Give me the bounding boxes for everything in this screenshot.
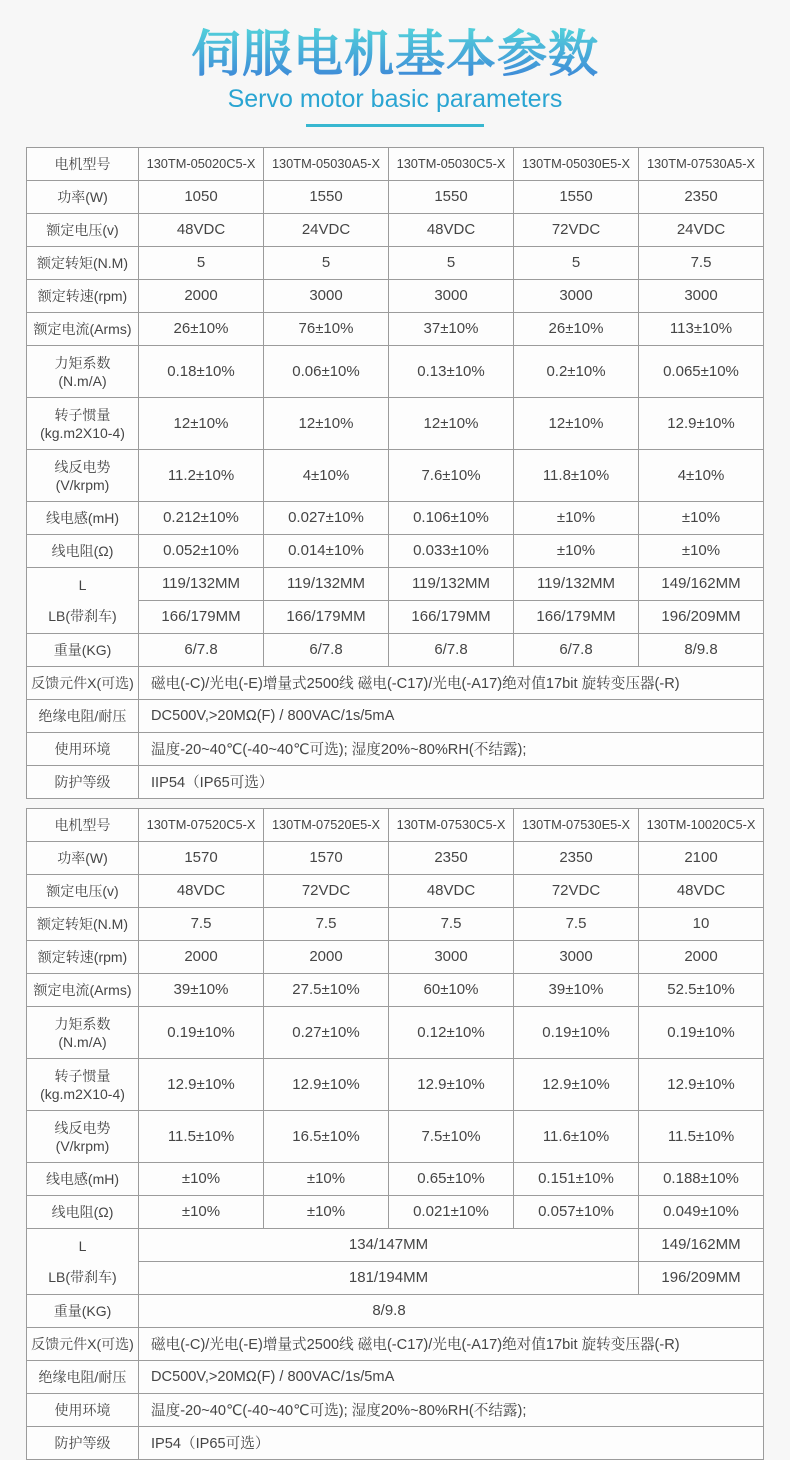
cell-value: 6/7.8 <box>514 633 639 666</box>
cell-value: 2000 <box>639 940 764 973</box>
cell-value: 2000 <box>139 279 264 312</box>
row-label <box>27 1058 139 1110</box>
cell-value: 6/7.8 <box>264 633 389 666</box>
cell-value: 磁电(-C)/光电(-E)增量式2500线 磁电(-C17)/光电(-A17)绝对值17bit 旋转变压器(-R) <box>139 1327 764 1360</box>
cell-value: 72VDC <box>514 213 639 246</box>
row-label <box>27 1006 139 1058</box>
cell-value: 27.5±10% <box>264 973 389 1006</box>
cell-value: 0.188±10% <box>639 1162 764 1195</box>
cell-value: 39±10% <box>139 973 264 1006</box>
model-name: 130TM-05030C5-X <box>389 147 514 180</box>
cell-value: 12±10% <box>264 397 389 449</box>
cell-value: 4±10% <box>264 449 389 501</box>
cell-value: IP54（IP65可选） <box>139 1426 764 1459</box>
cell-value: 0.065±10% <box>639 345 764 397</box>
cell-value: 12.9±10% <box>139 1058 264 1110</box>
cell-value: 3000 <box>264 279 389 312</box>
cell-value: 2100 <box>639 841 764 874</box>
row-label-l: L <box>78 576 87 593</box>
row-label-line2: (kg.m2X10-4) <box>40 1086 125 1102</box>
cell-value: 2350 <box>389 841 514 874</box>
model-name: 130TM-07530A5-X <box>639 147 764 180</box>
cell-value: 72VDC <box>514 874 639 907</box>
cell-value: 0.19±10% <box>514 1006 639 1058</box>
cell-value: 5 <box>389 246 514 279</box>
row-label <box>27 397 139 449</box>
spec-table-1 <box>26 147 764 799</box>
cell-value: 0.19±10% <box>639 1006 764 1058</box>
cell-value: 0.151±10% <box>514 1162 639 1195</box>
row-label <box>27 1110 139 1162</box>
cell-value: 12.9±10% <box>389 1058 514 1110</box>
cell-value: 37±10% <box>389 312 514 345</box>
model-name: 130TM-07520C5-X <box>139 808 264 841</box>
cell-value: 119/132MM <box>389 567 514 600</box>
cell-value: ±10% <box>639 501 764 534</box>
cell-value: 0.2±10% <box>514 345 639 397</box>
cell-value: 12±10% <box>389 397 514 449</box>
cell-value: IIP54（IP65可选） <box>139 765 764 798</box>
title-underline <box>306 124 484 127</box>
cell-value: 6/7.8 <box>389 633 514 666</box>
row-label: 线电感(mH) <box>27 501 139 534</box>
row-label-lb: LB(带刹车) <box>48 1268 117 1285</box>
cell-value: 12.9±10% <box>639 397 764 449</box>
cell-value: 0.12±10% <box>389 1006 514 1058</box>
row-label-line2: (kg.m2X10-4) <box>40 425 125 441</box>
cell-value: 温度-20~40℃(-40~40℃可选); 湿度20%~80%RH(不结露); <box>139 732 764 765</box>
cell-value: 3000 <box>639 279 764 312</box>
row-label: 电机型号 <box>27 147 139 180</box>
row-label: 使用环境 <box>27 732 139 765</box>
cell-value: 166/179MM <box>264 600 389 633</box>
cell-value: 5 <box>514 246 639 279</box>
cell-value: 0.212±10% <box>139 501 264 534</box>
row-label: 重量(KG) <box>27 633 139 666</box>
cell-value: 48VDC <box>389 213 514 246</box>
row-label-line1: 线反电势 <box>54 1120 111 1136</box>
model-name: 130TM-10020C5-X <box>639 808 764 841</box>
cell-value: 48VDC <box>139 874 264 907</box>
cell-value: 2000 <box>139 940 264 973</box>
cell-value: 12.9±10% <box>514 1058 639 1110</box>
row-label-line2: (N.m/A) <box>58 373 107 389</box>
cell-value: 166/179MM <box>139 600 264 633</box>
cell-value: 48VDC <box>639 874 764 907</box>
cell-value: DC500V,>20MΩ(F) / 800VAC/1s/5mA <box>139 699 764 732</box>
row-label: 额定电流(Arms) <box>27 312 139 345</box>
cell-value: 0.06±10% <box>264 345 389 397</box>
row-label-line1: 力矩系数 <box>54 355 111 371</box>
cell-value: 3000 <box>389 279 514 312</box>
spec-table-2 <box>26 808 764 1460</box>
model-name: 130TM-07530E5-X <box>514 808 639 841</box>
cell-value: 0.057±10% <box>514 1195 639 1228</box>
cell-value: 4±10% <box>639 449 764 501</box>
cell-value: 0.19±10% <box>139 1006 264 1058</box>
cell-value: 0.18±10% <box>139 345 264 397</box>
cell-value: 0.052±10% <box>139 534 264 567</box>
cell-value: ±10% <box>639 534 764 567</box>
row-label-line2: (V/krpm) <box>55 477 110 493</box>
cell-value: 7.5 <box>514 907 639 940</box>
cell-value: 11.6±10% <box>514 1110 639 1162</box>
page-title-cn: 伺服电机基本参数 <box>191 26 599 82</box>
cell-value: 磁电(-C)/光电(-E)增量式2500线 磁电(-C17)/光电(-A17)绝对值17bit 旋转变压器(-R) <box>139 666 764 699</box>
row-label: 绝缘电阻/耐压 <box>27 699 139 732</box>
row-label-l-lb <box>27 1228 139 1294</box>
cell-value: 12±10% <box>139 397 264 449</box>
cell-value: 温度-20~40℃(-40~40℃可选); 湿度20%~80%RH(不结露); <box>139 1393 764 1426</box>
row-label: 绝缘电阻/耐压 <box>27 1360 139 1393</box>
cell-value: 1550 <box>389 180 514 213</box>
cell-value: 12±10% <box>514 397 639 449</box>
row-label: 使用环境 <box>27 1393 139 1426</box>
row-label-line1: 力矩系数 <box>54 1016 111 1032</box>
cell-value: ±10% <box>514 501 639 534</box>
cell-value: 119/132MM <box>264 567 389 600</box>
model-name: 130TM-05030A5-X <box>264 147 389 180</box>
row-label: 线电阻(Ω) <box>27 1195 139 1228</box>
cell-value: 0.014±10% <box>264 534 389 567</box>
cell-value: 26±10% <box>139 312 264 345</box>
cell-value: 76±10% <box>264 312 389 345</box>
cell-value: 196/209MM <box>639 1261 764 1294</box>
cell-value: 149/162MM <box>639 1228 764 1261</box>
cell-value: 166/179MM <box>389 600 514 633</box>
row-label: 防护等级 <box>27 765 139 798</box>
cell-value: 7.6±10% <box>389 449 514 501</box>
row-label: 线电感(mH) <box>27 1162 139 1195</box>
row-label: 功率(W) <box>27 180 139 213</box>
cell-value: 11.5±10% <box>139 1110 264 1162</box>
page-title-en: Servo motor basic parameters <box>227 84 563 113</box>
cell-value: ±10% <box>139 1195 264 1228</box>
cell-value: 0.65±10% <box>389 1162 514 1195</box>
row-label: 额定电流(Arms) <box>27 973 139 1006</box>
cell-value: 196/209MM <box>639 600 764 633</box>
cell-value: ±10% <box>264 1162 389 1195</box>
row-label: 重量(KG) <box>27 1294 139 1327</box>
cell-value: 3000 <box>514 940 639 973</box>
cell-value: 0.027±10% <box>264 501 389 534</box>
cell-value: 181/194MM <box>139 1261 639 1294</box>
cell-value: 0.021±10% <box>389 1195 514 1228</box>
row-label-l-lb <box>27 567 139 633</box>
cell-value: 48VDC <box>389 874 514 907</box>
cell-value: 24VDC <box>639 213 764 246</box>
cell-value: 119/132MM <box>514 567 639 600</box>
row-label: 电机型号 <box>27 808 139 841</box>
cell-value: 2000 <box>264 940 389 973</box>
cell-value: 149/162MM <box>639 567 764 600</box>
row-label-line2: (N.m/A) <box>58 1034 107 1050</box>
cell-value: 52.5±10% <box>639 973 764 1006</box>
cell-value: 1570 <box>264 841 389 874</box>
model-name: 130TM-05020C5-X <box>139 147 264 180</box>
cell-value: 72VDC <box>264 874 389 907</box>
row-label: 线电阻(Ω) <box>27 534 139 567</box>
model-name: 130TM-07530C5-X <box>389 808 514 841</box>
row-label-line1: 线反电势 <box>54 459 111 475</box>
row-label: 额定转速(rpm) <box>27 940 139 973</box>
cell-value: 26±10% <box>514 312 639 345</box>
cell-value: ±10% <box>514 534 639 567</box>
page-header <box>0 0 790 127</box>
cell-value: ±10% <box>139 1162 264 1195</box>
cell-value: 16.5±10% <box>264 1110 389 1162</box>
cell-value: 166/179MM <box>514 600 639 633</box>
row-label: 反馈元件X(可选) <box>27 1327 139 1360</box>
row-label-lb: LB(带刹车) <box>48 607 117 624</box>
cell-value: 134/147MM <box>139 1228 639 1261</box>
cell-value: 0.27±10% <box>264 1006 389 1058</box>
cell-value: 10 <box>639 907 764 940</box>
cell-value: 11.2±10% <box>139 449 264 501</box>
cell-value: 11.5±10% <box>639 1110 764 1162</box>
cell-value: 5 <box>264 246 389 279</box>
cell-value: 7.5 <box>639 246 764 279</box>
row-label: 额定转矩(N.M) <box>27 246 139 279</box>
cell-value: 0.106±10% <box>389 501 514 534</box>
row-label-l: L <box>78 1237 87 1254</box>
row-label: 额定转矩(N.M) <box>27 907 139 940</box>
cell-value: 0.13±10% <box>389 345 514 397</box>
cell-value: 7.5 <box>139 907 264 940</box>
cell-value: 2350 <box>514 841 639 874</box>
row-label: 反馈元件X(可选) <box>27 666 139 699</box>
row-label: 功率(W) <box>27 841 139 874</box>
row-label: 额定转速(rpm) <box>27 279 139 312</box>
cell-value: 48VDC <box>139 213 264 246</box>
cell-value: 7.5 <box>389 907 514 940</box>
row-label <box>27 345 139 397</box>
cell-value: 1050 <box>139 180 264 213</box>
cell-value: 0.049±10% <box>639 1195 764 1228</box>
cell-value: 7.5 <box>264 907 389 940</box>
cell-value: 24VDC <box>264 213 389 246</box>
cell-value: 0.033±10% <box>389 534 514 567</box>
cell-value: 6/7.8 <box>139 633 264 666</box>
cell-value: 1570 <box>139 841 264 874</box>
row-label-line2: (V/krpm) <box>55 1138 110 1154</box>
cell-value: 11.8±10% <box>514 449 639 501</box>
model-name: 130TM-05030E5-X <box>514 147 639 180</box>
cell-value: 5 <box>139 246 264 279</box>
cell-value: 2350 <box>639 180 764 213</box>
cell-value: 1550 <box>514 180 639 213</box>
row-label <box>27 449 139 501</box>
cell-value: 1550 <box>264 180 389 213</box>
row-label: 额定电压(v) <box>27 213 139 246</box>
cell-value: 3000 <box>514 279 639 312</box>
cell-value: 7.5±10% <box>389 1110 514 1162</box>
row-label-line1: 转子惯量 <box>54 1068 111 1084</box>
row-label-line1: 转子惯量 <box>54 407 111 423</box>
cell-value: ±10% <box>264 1195 389 1228</box>
cell-value: 8/9.8 <box>139 1294 764 1327</box>
cell-value: 39±10% <box>514 973 639 1006</box>
cell-value: 60±10% <box>389 973 514 1006</box>
cell-value: DC500V,>20MΩ(F) / 800VAC/1s/5mA <box>139 1360 764 1393</box>
row-label: 防护等级 <box>27 1426 139 1459</box>
cell-value: 3000 <box>389 940 514 973</box>
cell-value: 12.9±10% <box>264 1058 389 1110</box>
cell-value: 119/132MM <box>139 567 264 600</box>
cell-value: 12.9±10% <box>639 1058 764 1110</box>
row-label: 额定电压(v) <box>27 874 139 907</box>
cell-value: 8/9.8 <box>639 633 764 666</box>
model-name: 130TM-07520E5-X <box>264 808 389 841</box>
cell-value: 113±10% <box>639 312 764 345</box>
